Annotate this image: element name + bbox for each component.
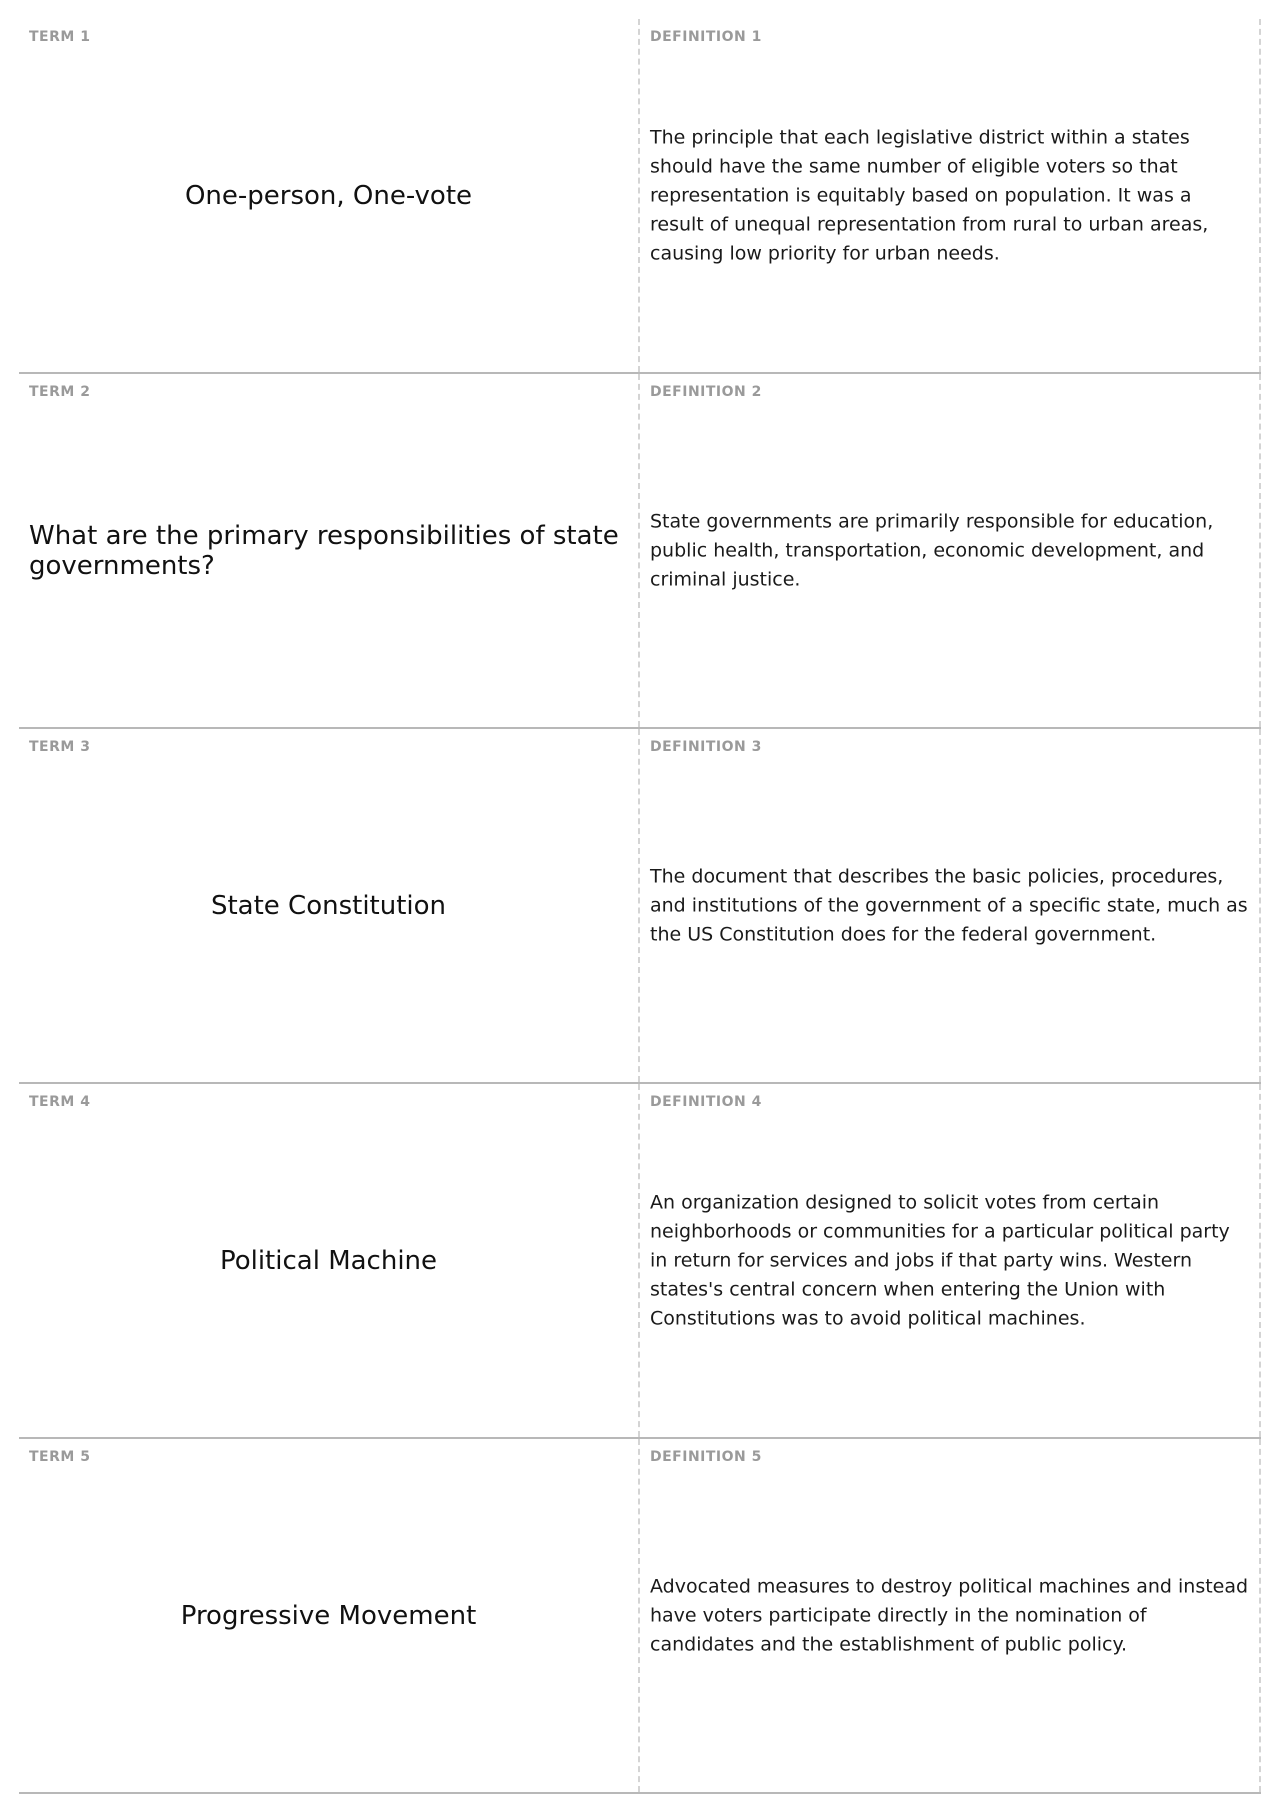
definition-text: The document that describes the basic policies, procedures, and institutions of the government of a specific state, much as the US Constitution does for the federal government. <box>650 865 1248 945</box>
definition-cell <box>640 19 1261 372</box>
term-label: TERM 5 <box>29 1449 91 1465</box>
definition-label: DEFINITION 3 <box>650 739 762 755</box>
term-text: One-person, One-vote <box>184 180 473 211</box>
definition-cell <box>640 374 1261 727</box>
definition-label: DEFINITION 2 <box>650 384 762 400</box>
term-cell <box>19 374 640 727</box>
term-label: TERM 2 <box>29 384 91 400</box>
term-label: TERM 1 <box>29 29 91 45</box>
definition-text: An organization designed to solicit votes from certain neighborhoods or communities for a particular political party in return for services and jobs if that party wins. Western states's central concern when entering the Union with Constitutions was to avoid political machines. <box>650 1191 1230 1329</box>
term-text: State Constitution <box>210 890 447 921</box>
definition-text: The principle that each legislative district within a states should have the same number of eligible voters so that representation is equitably based on population. It was a result of unequal representation from rural to urban areas, causing low priority for urban needs. <box>650 126 1209 264</box>
term-text: Political Machine <box>219 1245 438 1276</box>
term-label: TERM 3 <box>29 739 91 755</box>
definition-text: State governments are primarily responsible for education, public health, transportation, economic development, and criminal justice. <box>650 510 1214 590</box>
card-row <box>19 374 1261 729</box>
definition-cell <box>640 729 1261 1082</box>
card-row <box>19 1084 1261 1439</box>
card-row <box>19 19 1261 374</box>
definition-cell <box>640 1084 1261 1437</box>
term-label: TERM 4 <box>29 1094 91 1110</box>
term-cell <box>19 1084 640 1437</box>
term-cell <box>19 19 640 372</box>
definition-label: DEFINITION 1 <box>650 29 762 45</box>
card-row <box>19 1439 1261 1794</box>
card-row <box>19 729 1261 1084</box>
term-text: What are the primary responsibilities of state governments? <box>29 520 619 581</box>
term-cell <box>19 729 640 1082</box>
definition-label: DEFINITION 4 <box>650 1094 762 1110</box>
term-text: Progressive Movement <box>180 1600 477 1631</box>
definition-text: Advocated measures to destroy political machines and instead have voters participate directly in the nomination of candidates and the establishment of public policy. <box>650 1575 1249 1655</box>
definition-cell <box>640 1439 1261 1792</box>
term-cell <box>19 1439 640 1792</box>
flashcard-sheet <box>19 19 1261 1794</box>
definition-label: DEFINITION 5 <box>650 1449 762 1465</box>
